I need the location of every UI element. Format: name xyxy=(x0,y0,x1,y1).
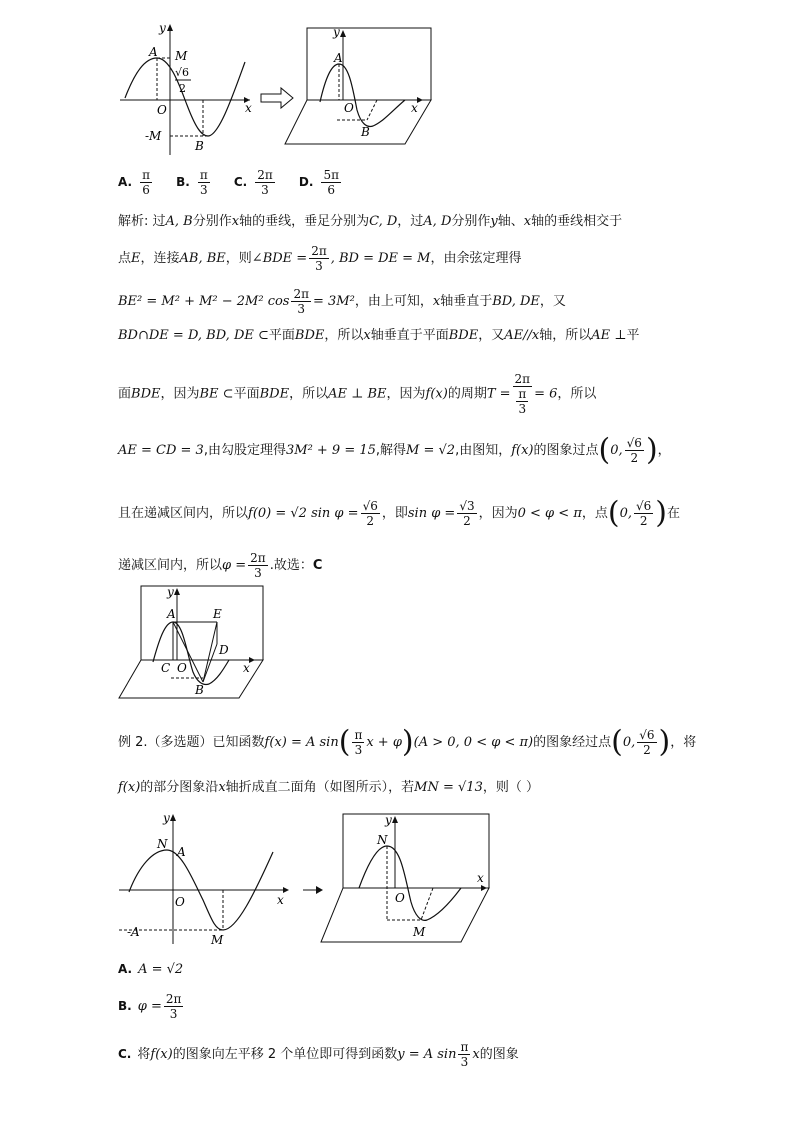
solution-line-7: 且在递减区间内，所以f(0) = √2 sin φ = $\frac{√6}{2}$ ，即sin φ = $\frac{√3}{2}$ ，因为0 < φ < π，点(0, $\frac{√6}{2}$ )在 xyxy=(118,495,681,531)
solution-line-6: AE = CD = 3,由勾股定理得3M² + 9 = 15,解得M = √2,由图知，f(x)的图象过点(0, $\frac{√6}{2}$ )， xyxy=(118,432,671,468)
label-O: O xyxy=(395,891,405,905)
label-x: x xyxy=(277,893,284,907)
option-2-a[interactable]: A. A = √2 xyxy=(118,962,184,977)
label-B: B xyxy=(361,125,370,139)
option-2-c[interactable]: C. 将f(x)的图象向左平移 2 个单位即可得到函数y = A sin $\frac{\pi}{3}$ x的图象 xyxy=(118,1040,519,1069)
figure-3 xyxy=(115,808,495,948)
label-B: B xyxy=(195,683,204,697)
options-1 xyxy=(118,168,361,197)
label-x: x xyxy=(411,101,418,115)
label-negM: -M xyxy=(145,129,162,143)
label-E: E xyxy=(213,607,222,621)
label-A: A xyxy=(177,845,186,859)
option-b[interactable]: B. $\frac{\pi}{3}$ xyxy=(176,168,208,197)
label-A: A xyxy=(149,45,158,59)
transform-arrow xyxy=(303,886,323,894)
example-2-line-2: f(x)的部分图象沿x轴折成直二面角（如图所示），若MN = √13，则（ ） xyxy=(118,780,539,795)
label-A: A xyxy=(334,51,343,65)
label-C: C xyxy=(161,661,171,675)
solution-line-2: 点E，连接AB, BE，则∠BDE = $\frac{2\pi}{3}$ , BD = DE = M，由余弦定理得 xyxy=(118,244,522,273)
solution-line-1: 解析: 过A, B分别作x轴的垂线，垂足分别为C, D，过A, D分别作y轴、x轴的垂线相交于 xyxy=(118,214,623,229)
label-O: O xyxy=(175,895,185,909)
label-y: y xyxy=(385,813,392,827)
option-2-b[interactable]: B. φ = $\frac{2\pi}{3}$ xyxy=(118,992,182,1021)
label-x: x xyxy=(245,101,252,115)
option-c[interactable]: C. $\frac{2\pi}{3}$ xyxy=(233,168,273,197)
label-y: y xyxy=(159,21,166,35)
example-2-line-1: 例 2.（多选题）已知函数f(x) = A sin( $\frac{\pi}{3}$ x + φ)(A > 0, 0 < φ < π)的图象经过点(0, $\frac{√6}{2}$ )，将 xyxy=(118,724,697,760)
label-x: x xyxy=(477,871,484,885)
label-D: D xyxy=(219,643,229,657)
label-O: O xyxy=(157,103,167,117)
solution-line-3: BE² = M² + M² − 2M² cos $\frac{2\pi}{3}$ = 3M²，由上可知，x轴垂直于BD, DE，又 xyxy=(118,287,566,316)
label-negA: -A xyxy=(127,925,140,939)
label-M: M xyxy=(413,925,426,939)
label-y: y xyxy=(163,811,170,825)
option-a[interactable]: A. $\frac{\pi}{6}$ xyxy=(118,168,150,197)
label-sqrt6: √6 xyxy=(175,66,190,79)
label-M: M xyxy=(175,49,188,63)
solution-line-4: BD∩DE = D, BD, DE ⊂平面BDE，所以x轴垂直于平面BDE，又AE//x轴，所以AE ⊥平 xyxy=(118,328,640,343)
label-N: N xyxy=(377,833,388,847)
figure-2 xyxy=(115,582,275,704)
label-M: M xyxy=(211,933,224,947)
option-d[interactable]: D. $\frac{5\pi}{6}$ xyxy=(298,168,339,197)
figure-1-left-graph xyxy=(120,21,252,155)
label-A: A xyxy=(167,607,176,621)
label-y: y xyxy=(333,25,340,39)
transform-arrow xyxy=(261,88,293,108)
figure-1-right-graph xyxy=(285,25,431,144)
label-O: O xyxy=(177,661,187,675)
label-two: 2 xyxy=(179,82,186,95)
label-x: x xyxy=(243,661,250,675)
solution-line-5: 面BDE，因为BE ⊂平面BDE，所以AE ⊥ BE，因为f(x)的周期T = $\frac{2\pi}{\frac{\pi}{3}}$ = 6，所以 xyxy=(118,372,597,416)
solution-line-8: 递减区间内，所以φ = $\frac{2\pi}{3}$ .故选：C xyxy=(118,551,323,580)
label-B: B xyxy=(195,139,204,153)
figure-1 xyxy=(115,20,435,160)
figure-3-left-graph xyxy=(119,811,289,947)
label-O: O xyxy=(344,101,354,115)
figure-3-right-graph xyxy=(321,813,489,942)
label-N: N xyxy=(157,837,168,851)
label-y: y xyxy=(167,585,174,599)
